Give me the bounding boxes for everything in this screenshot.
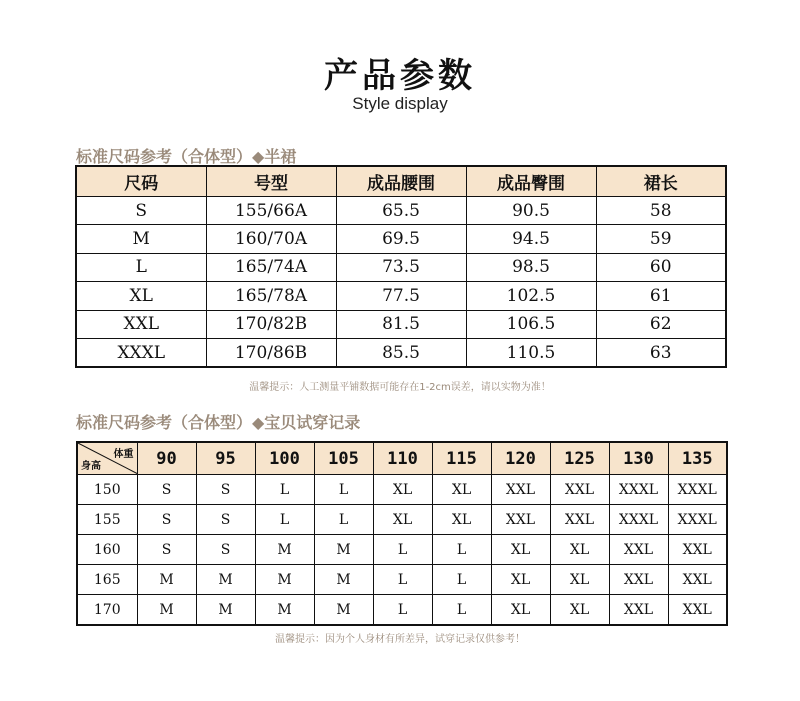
corner-cell xyxy=(77,442,137,475)
size-cell: XL xyxy=(550,565,609,595)
size-chart-table xyxy=(75,165,727,368)
size-cell: S xyxy=(196,505,255,535)
cell-length: 60 xyxy=(596,253,726,281)
cell-waist: 69.5 xyxy=(336,225,466,253)
size-cell: XL xyxy=(432,475,491,505)
table-row xyxy=(77,535,727,565)
column-header-waist: 成品腰围 xyxy=(336,166,466,197)
size-cell: XL xyxy=(550,535,609,565)
table-row xyxy=(76,197,726,225)
cell-length: 61 xyxy=(596,282,726,310)
size-cell: XL xyxy=(432,505,491,535)
column-header-size: 尺码 xyxy=(76,166,206,197)
weight-header: 130 xyxy=(609,442,668,475)
weight-header: 125 xyxy=(550,442,609,475)
size-chart-body xyxy=(76,197,726,368)
weight-header: 115 xyxy=(432,442,491,475)
size-cell: XXL xyxy=(609,595,668,626)
weight-header: 100 xyxy=(255,442,314,475)
size-cell: XXL xyxy=(668,565,727,595)
fit-record-hint: 温馨提示：因为个人身材有所差异，试穿记录仅供参考！ xyxy=(275,634,525,645)
size-cell: XL xyxy=(491,565,550,595)
size-cell: XL xyxy=(373,505,432,535)
size-cell: XXXL xyxy=(609,475,668,505)
size-cell: XXL xyxy=(668,535,727,565)
size-cell: L xyxy=(255,505,314,535)
size-cell: XL xyxy=(550,595,609,626)
size-cell: S xyxy=(137,535,196,565)
fit-record-table xyxy=(76,441,728,626)
size-cell: M xyxy=(196,565,255,595)
size-cell: L xyxy=(314,505,373,535)
cell-length: 59 xyxy=(596,225,726,253)
weight-header: 120 xyxy=(491,442,550,475)
cell-length: 58 xyxy=(596,197,726,225)
size-cell: S xyxy=(196,535,255,565)
cell-size: XL xyxy=(76,282,206,310)
size-cell: M xyxy=(196,595,255,626)
fit-record-heading: 标准尺码参考（合体型）◆宝贝试穿记录 xyxy=(76,413,361,432)
table-row xyxy=(77,565,727,595)
cell-length: 63 xyxy=(596,338,726,367)
cell-length: 62 xyxy=(596,310,726,338)
table-row xyxy=(77,505,727,535)
size-cell: XXXL xyxy=(668,505,727,535)
cell-size: XXL xyxy=(76,310,206,338)
weight-header: 135 xyxy=(668,442,727,475)
size-cell: XXL xyxy=(550,475,609,505)
fit-record-header-row xyxy=(77,442,727,475)
size-cell: L xyxy=(432,565,491,595)
size-cell: M xyxy=(255,535,314,565)
size-cell: XXL xyxy=(491,505,550,535)
height-cell: 170 xyxy=(77,595,137,626)
cell-hip: 102.5 xyxy=(466,282,596,310)
cell-size: XXXL xyxy=(76,338,206,367)
cell-waist: 81.5 xyxy=(336,310,466,338)
size-cell: L xyxy=(255,475,314,505)
size-cell: L xyxy=(373,595,432,626)
height-cell: 160 xyxy=(77,535,137,565)
cell-hip: 90.5 xyxy=(466,197,596,225)
weight-header: 95 xyxy=(196,442,255,475)
cell-waist: 65.5 xyxy=(336,197,466,225)
size-chart-hint: 温馨提示：人工测量平铺数据可能存在1-2cm误差，请以实物为准！ xyxy=(249,382,551,393)
size-cell: M xyxy=(255,595,314,626)
size-cell: XXL xyxy=(609,565,668,595)
size-cell: XXL xyxy=(550,505,609,535)
weight-header: 110 xyxy=(373,442,432,475)
column-header-spec: 号型 xyxy=(206,166,336,197)
cell-hip: 98.5 xyxy=(466,253,596,281)
cell-hip: 94.5 xyxy=(466,225,596,253)
size-cell: L xyxy=(314,475,373,505)
weight-header: 105 xyxy=(314,442,373,475)
cell-waist: 73.5 xyxy=(336,253,466,281)
corner-height-label: 身高 xyxy=(81,461,101,472)
size-cell: XL xyxy=(491,595,550,626)
size-cell: M xyxy=(314,565,373,595)
size-cell: L xyxy=(373,535,432,565)
size-cell: M xyxy=(314,595,373,626)
size-chart-header-row xyxy=(76,166,726,197)
column-header-hip: 成品臀围 xyxy=(466,166,596,197)
cell-spec: 170/86B xyxy=(206,338,336,367)
size-cell: S xyxy=(137,505,196,535)
size-cell: L xyxy=(373,565,432,595)
height-cell: 150 xyxy=(77,475,137,505)
cell-spec: 165/74A xyxy=(206,253,336,281)
weight-header: 90 xyxy=(137,442,196,475)
cell-hip: 110.5 xyxy=(466,338,596,367)
size-cell: M xyxy=(255,565,314,595)
table-row xyxy=(77,475,727,505)
cell-size: L xyxy=(76,253,206,281)
size-cell: XL xyxy=(491,535,550,565)
fit-record-body xyxy=(77,475,727,626)
size-cell: XXL xyxy=(668,595,727,626)
page-subtitle: Style display xyxy=(352,94,448,113)
corner-weight-label: 体重 xyxy=(113,449,134,460)
size-cell: XXL xyxy=(491,475,550,505)
size-cell: M xyxy=(137,565,196,595)
size-cell: L xyxy=(432,595,491,626)
cell-waist: 85.5 xyxy=(336,338,466,367)
table-row xyxy=(76,310,726,338)
table-row xyxy=(76,253,726,281)
size-cell: XXL xyxy=(609,535,668,565)
column-header-length: 裙长 xyxy=(596,166,726,197)
table-row xyxy=(77,595,727,626)
height-cell: 165 xyxy=(77,565,137,595)
cell-spec: 155/66A xyxy=(206,197,336,225)
size-cell: L xyxy=(432,535,491,565)
size-chart-heading: 标准尺码参考（合体型）◆半裙 xyxy=(76,147,297,166)
height-cell: 155 xyxy=(77,505,137,535)
size-cell: S xyxy=(137,475,196,505)
page-title: 产品参数 xyxy=(324,56,476,96)
size-cell: M xyxy=(314,535,373,565)
size-cell: M xyxy=(137,595,196,626)
cell-hip: 106.5 xyxy=(466,310,596,338)
table-row xyxy=(76,338,726,367)
size-cell: S xyxy=(196,475,255,505)
size-cell: XXXL xyxy=(609,505,668,535)
cell-size: S xyxy=(76,197,206,225)
cell-spec: 170/82B xyxy=(206,310,336,338)
table-row xyxy=(76,225,726,253)
cell-waist: 77.5 xyxy=(336,282,466,310)
cell-size: M xyxy=(76,225,206,253)
cell-spec: 165/78A xyxy=(206,282,336,310)
table-row xyxy=(76,282,726,310)
size-cell: XXXL xyxy=(668,475,727,505)
size-cell: XL xyxy=(373,475,432,505)
cell-spec: 160/70A xyxy=(206,225,336,253)
